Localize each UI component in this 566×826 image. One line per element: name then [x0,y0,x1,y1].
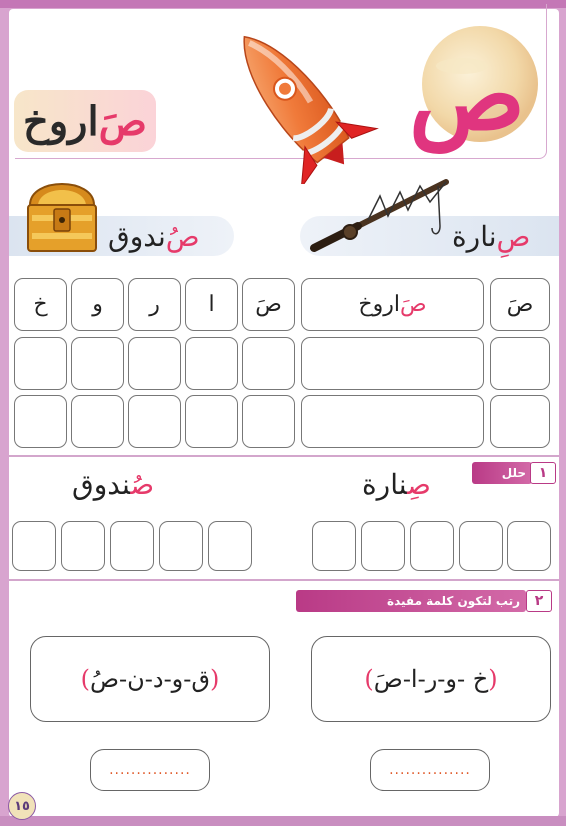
grid-empty-cell[interactable] [71,337,124,390]
exercise1-word-right [362,468,431,501]
paren-open: ( [210,665,220,693]
grid-split-cell-2: ا [185,278,238,331]
grid-word-rest: اروخ [358,292,400,317]
grid-empty-cell[interactable] [242,395,295,448]
grid-split-cell-5: خ [14,278,67,331]
grid-empty-cell[interactable] [14,337,67,390]
analysis-box[interactable] [459,521,503,571]
grid-empty-cell[interactable] [128,337,181,390]
grid-empty-cell[interactable] [185,337,238,390]
grid-empty-cell[interactable] [490,395,550,448]
rocket-illustration [205,14,380,184]
paren-close: ) [364,665,374,693]
grid-word-letter: صَ [399,292,427,317]
grid-split-cell-1: صَ [242,278,295,331]
grid-empty-cell[interactable] [301,337,484,390]
scramble-letters-right: خ -و-ر-ا-صَ [373,665,489,693]
word-sunduq-letter: صُ [165,219,200,253]
scramble-box-right [311,636,551,722]
title-word-rest: اروخ [23,97,99,145]
exercise1-label: حلل [472,462,532,484]
analysis-box[interactable] [361,521,405,571]
grid-empty-cell[interactable] [14,395,67,448]
analysis-box[interactable] [312,521,356,571]
word-sinara-letter: صِ [496,219,531,253]
grid-empty-cell[interactable] [185,395,238,448]
exercise1-number: ١ [530,462,556,484]
treasure-chest-illustration [24,165,104,261]
answer-field-right[interactable]: ............... [370,749,490,791]
grid-split-cell-4: و [71,278,124,331]
word-sinara [452,214,530,258]
analysis-box[interactable] [61,521,105,571]
analysis-box[interactable] [12,521,56,571]
word-sinara-rest: نارة [452,219,497,253]
grid-empty-cell[interactable] [490,337,550,390]
analysis-box[interactable] [410,521,454,571]
big-letter: ص [408,38,526,152]
analysis-box[interactable] [208,521,252,571]
grid-word-cell [301,278,484,331]
fishing-rod-illustration [308,166,458,258]
analysis-box[interactable] [507,521,551,571]
exercise1-word-left [72,468,154,501]
grid-letter-cell: صَ [490,278,550,331]
grid-empty-cell[interactable] [128,395,181,448]
scramble-box-left [30,636,270,722]
title-word [14,90,156,152]
exercise2-label: رتب لتكون كلمة مفيدة [296,590,526,612]
paren-close: ) [80,665,91,693]
title-word-letter: صَ [98,97,147,145]
grid-empty-cell[interactable] [301,395,484,448]
exercise1-word-left-rest: ندوق [72,468,131,501]
scramble-letters-left: ق-و-د-ن-صُ [90,665,210,693]
exercise1-word-right-letter: صِ [407,468,431,501]
section-divider [9,579,559,581]
exercise1-word-right-rest: نارة [362,468,408,501]
word-sunduq-rest: ندوق [108,219,166,253]
analysis-box[interactable] [110,521,154,571]
grid-split-cell-3: ر [128,278,181,331]
word-sunduq [108,214,200,258]
paren-open: ( [488,665,498,693]
bottom-border-strip [0,816,566,826]
section-divider [9,455,559,457]
grid-empty-cell[interactable] [71,395,124,448]
answer-field-left[interactable]: ............... [90,749,210,791]
exercise1-word-left-letter: صُ [130,468,155,501]
grid-empty-cell[interactable] [242,337,295,390]
page-number: ١٥ [8,792,36,820]
exercise2-number: ٢ [526,590,552,612]
analysis-box[interactable] [159,521,203,571]
